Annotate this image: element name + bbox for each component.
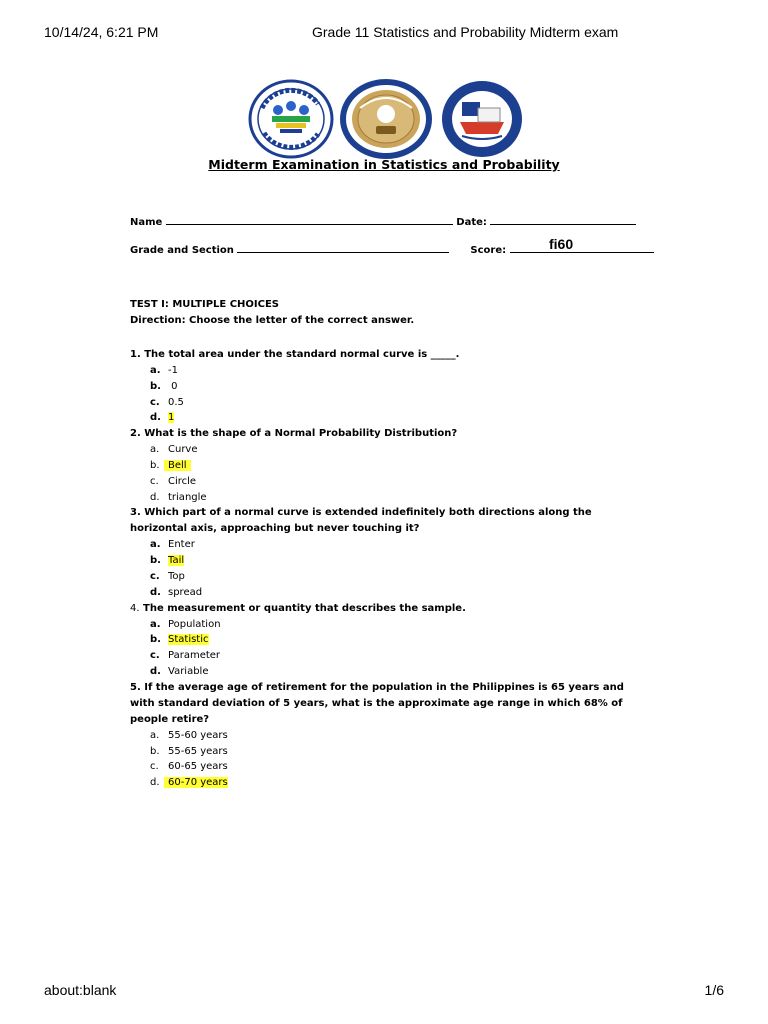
choice-3d[interactable]: d. spread [150,586,203,598]
highlighted-answer: 60-70 years [164,777,228,788]
choices-question-4 [130,617,650,680]
exam-content [130,297,650,791]
score-label: Score: [470,245,507,256]
exam-title-text: Midterm Examination in Statistics and Probability [208,157,560,172]
print-page-number: 1/6 [704,982,724,998]
question-4-number: 4. [130,602,140,614]
choice-1c[interactable]: c. 0.5 [150,396,184,408]
choice-3b[interactable]: b. Tail [150,555,185,567]
grade-section-field[interactable] [237,243,449,253]
name-label: Name [130,217,163,228]
print-document-title: Grade 11 Statistics and Probability Midterm exam [312,24,619,40]
choices-question-5 [130,728,650,791]
choice-3c[interactable]: c. Top [150,570,185,582]
highlighted-answer: Tail [168,555,185,567]
score-value: fi60 [549,236,574,252]
choice-2c[interactable]: c. Circle [150,475,197,487]
question-3: 3. Which part of a normal curve is extended indefinitely both directions along the horizontal axis, approaching but never touching it? [130,507,592,535]
choice-5c[interactable]: c. 60-65 years [150,761,228,773]
print-header [44,24,724,44]
choice-5b[interactable]: b. 55-65 years [150,745,228,757]
choice-5d[interactable]: d. 60-70 years [150,777,228,789]
date-label: Date: [456,217,487,228]
question-2: 2. What is the shape of a Normal Probability Distribution? [130,428,458,440]
question-5: 5. If the average age of retirement for the population in the Philippines is 65 years and with standard deviation of 5 years, what is the approximate age range in which 68% of people retire? [130,681,624,725]
choice-1b[interactable]: b. 0 [150,380,178,392]
choice-4b[interactable]: b. Statistic [150,634,209,646]
exam-title [0,157,768,172]
question-4 [130,601,650,617]
choice-1d[interactable]: d. 1 [150,412,175,424]
choice-2b[interactable]: b. Bell [130,458,650,474]
choice-4d[interactable]: d. Variable [150,665,209,677]
patubay-academy-seal-icon [248,78,334,160]
print-url: about:blank [44,982,117,998]
highlighted-answer: Statistic [168,634,209,646]
choices-question-2 [130,442,650,505]
choice-3a[interactable]: a. Enter [150,539,195,551]
school-logos [248,78,524,160]
test-direction: Direction: Choose the letter of the correct answer. [130,315,415,326]
print-footer [44,982,724,1000]
choice-5a[interactable]: a. 55-60 years [150,729,228,741]
question-4-text: The measurement or quantity that describes the sample. [139,602,466,614]
choice-1a[interactable]: a. -1 [150,365,178,376]
grade-score-row [130,243,654,256]
score-field[interactable] [510,243,654,253]
highlighted-answer: Bell [164,460,191,471]
print-datetime: 10/14/24, 6:21 PM [44,24,159,40]
mtc-academy-seal-icon [338,78,434,160]
choices-question-1 [130,363,650,426]
name-date-row [130,215,636,228]
test-heading: TEST I: MULTIPLE CHOICES [130,299,280,310]
choice-2a[interactable]: a. Curve [150,444,198,456]
date-field[interactable] [490,215,636,225]
grade-section-label: Grade and Section [130,245,234,256]
question-1: 1. The total area under the standard normal curve is _____. [130,349,460,360]
choice-4a[interactable]: a. Population [150,618,221,630]
school-academy-seal-icon [440,78,524,160]
choices-question-3 [130,537,650,600]
choice-4c[interactable]: c. Parameter [150,650,221,662]
highlighted-answer: 1 [168,412,175,424]
name-field[interactable] [166,215,453,225]
choice-2d[interactable]: d. triangle [150,491,207,503]
